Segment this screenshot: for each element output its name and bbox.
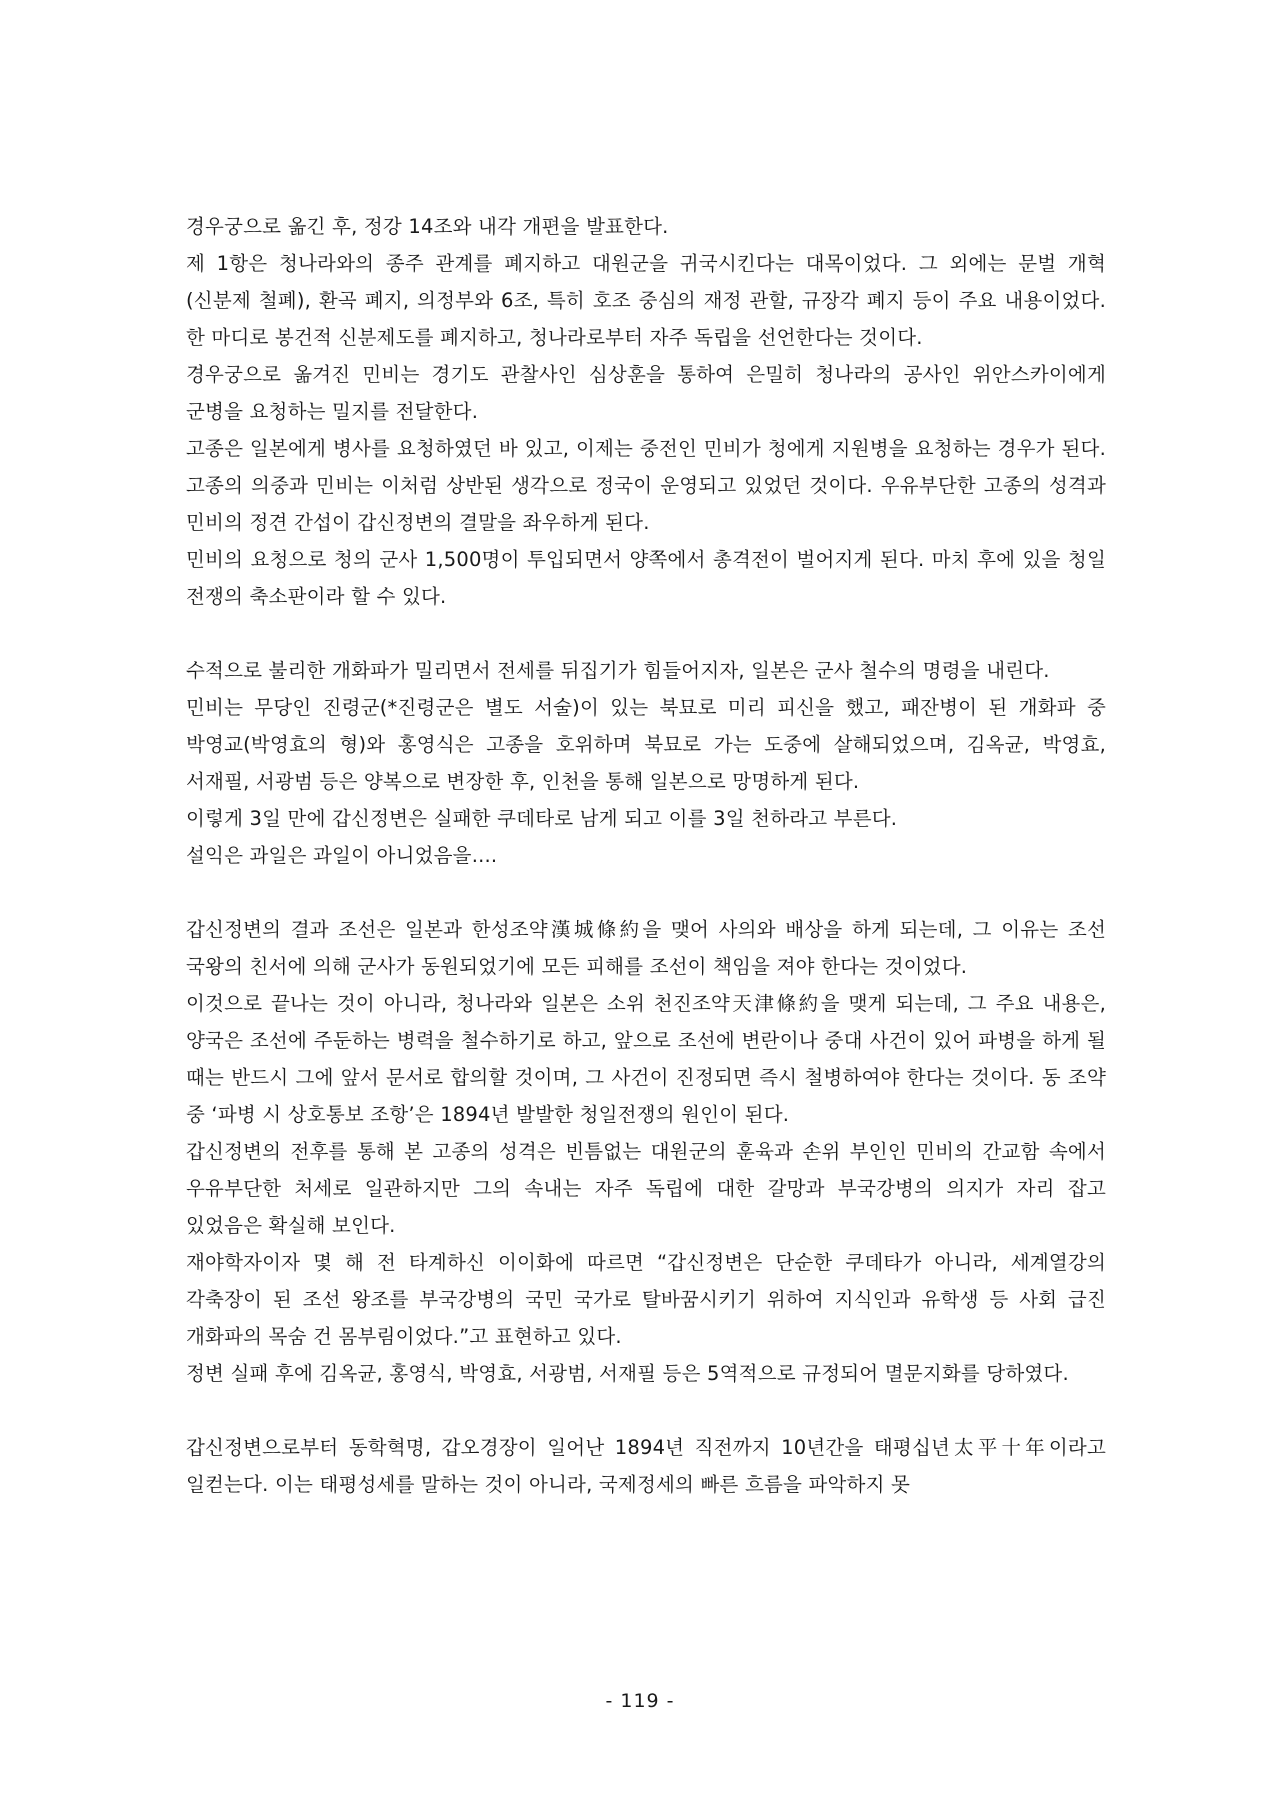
paragraph: 갑신정변의 전후를 통해 본 고종의 성격은 빈틈없는 대원군의 훈육과 손위 부인인 민비의 간교함 속에서 우유부단한 처세로 일관하지만 그의 속내는 자주 독립에 대한 갈망과 부국강병의 의지가 자리 잡고 있었음은 확실해 보인다. — [186, 1140, 1106, 1237]
paragraph: 설익은 과일은 과일이 아니었음을.... — [186, 844, 498, 867]
text-block-3 — [186, 911, 1106, 1392]
paragraph: 고종은 일본에게 병사를 요청하였던 바 있고, 이제는 중전인 민비가 청에게 지원병을 요청하는 경우가 된다. 고종의 의중과 민비는 이처럼 상반된 생각으로 정국이 운영되고 있었던 것이다. 우유부단한 고종의 성격과 민비의 정견 간섭이 갑신정변의 결말을 좌우하게 된다. — [186, 437, 1106, 534]
blank-line — [186, 874, 1106, 911]
paragraph: 재야학자이자 몇 해 전 타계하신 이이화에 따르면 “갑신정변은 단순한 쿠데타가 아니라, 세계열강의 각축장이 된 조선 왕조를 부국강병의 국민 국가로 탈바꿈시키기 위하여 지식인과 유학생 등 사회 급진 개화파의 목숨 건 몸부림이었다.”고 표현하고 있다. — [186, 1251, 1106, 1348]
paragraph: 민비는 무당인 진령군(*진령군은 별도 서술)이 있는 북묘로 미리 피신을 했고, 패잔병이 된 개화파 중 박영교(박영효의 형)와 홍영식은 고종을 호위하며 북묘로 가는 도중에 살해되었으며, 김옥균, 박영효, 서재필, 서광범 등은 양복으로 변장한 후, 인천을 통해 일본으로 망명하게 된다. — [186, 696, 1106, 793]
paragraph: 이렇게 3일 만에 갑신정변은 실패한 쿠데타로 남게 되고 이를 3일 천하라고 부른다. — [186, 807, 898, 830]
paragraph: 경우궁으로 옮겨진 민비는 경기도 관찰사인 심상훈을 통하여 은밀히 청나라의 공사인 위안스카이에게 군병을 요청하는 밀지를 전달한다. — [186, 363, 1106, 423]
blank-line — [186, 1392, 1106, 1429]
text-block-4 — [186, 1429, 1106, 1503]
paragraph: 갑신정변으로부터 동학혁명, 갑오경장이 일어난 1894년 직전까지 10년간을 태평십년太平十年이라고 일컫는다. 이는 태평성세를 말하는 것이 아니라, 국제정세의 빠른 흐름을 파악하지 못 — [186, 1436, 1106, 1496]
paragraph: 이것으로 끝나는 것이 아니라, 청나라와 일본은 소위 천진조약天津條約을 맺게 되는데, 그 주요 내용은, 양국은 조선에 주둔하는 병력을 철수하기로 하고, 앞으로 조선에 변란이나 중대 사건이 있어 파병을 하게 될 때는 반드시 그에 앞서 문서로 합의할 것이며, 그 사건이 진정되면 즉시 철병하여야 한다는 것이다. 동 조약 중 ‘파병 시 상호통보 조항’은 1894년 발발한 청일전쟁의 원인이 된다. — [186, 992, 1106, 1126]
paragraph: 수적으로 불리한 개화파가 밀리면서 전세를 뒤집기가 힘들어지자, 일본은 군사 철수의 명령을 내린다. — [186, 659, 1050, 682]
text-block-1 — [186, 208, 1106, 615]
text-block-2 — [186, 652, 1106, 874]
paragraph: 정변 실패 후에 김옥균, 홍영식, 박영효, 서광범, 서재필 등은 5역적으로 규정되어 멸문지화를 당하였다. — [186, 1362, 1069, 1385]
blank-line — [186, 615, 1106, 652]
paragraph: 민비의 요청으로 청의 군사 1,500명이 투입되면서 양쪽에서 총격전이 벌어지게 된다. 마치 후에 있을 청일 전쟁의 축소판이라 할 수 있다. — [186, 548, 1106, 608]
paragraph: 경우궁으로 옮긴 후, 정강 14조와 내각 개편을 발표한다. — [186, 215, 669, 238]
paragraph: 갑신정변의 결과 조선은 일본과 한성조약漢城條約을 맺어 사의와 배상을 하게 되는데, 그 이유는 조선 국왕의 친서에 의해 군사가 동원되었기에 모든 피해를 조선이 책임을 져야 한다는 것이었다. — [186, 918, 1106, 978]
body-text — [186, 208, 1106, 1503]
page-number: - 119 - — [605, 1690, 675, 1712]
paragraph: 제 1항은 청나라와의 종주 관계를 폐지하고 대원군을 귀국시킨다는 대목이었다. 그 외에는 문벌 개혁(신분제 철폐), 환곡 폐지, 의정부와 6조, 특히 호조 중심의 재정 관할, 규장각 폐지 등이 주요 내용이었다. 한 마디로 봉건적 신분제도를 폐지하고, 청나라로부터 자주 독립을 선언한다는 것이다. — [186, 252, 1106, 349]
